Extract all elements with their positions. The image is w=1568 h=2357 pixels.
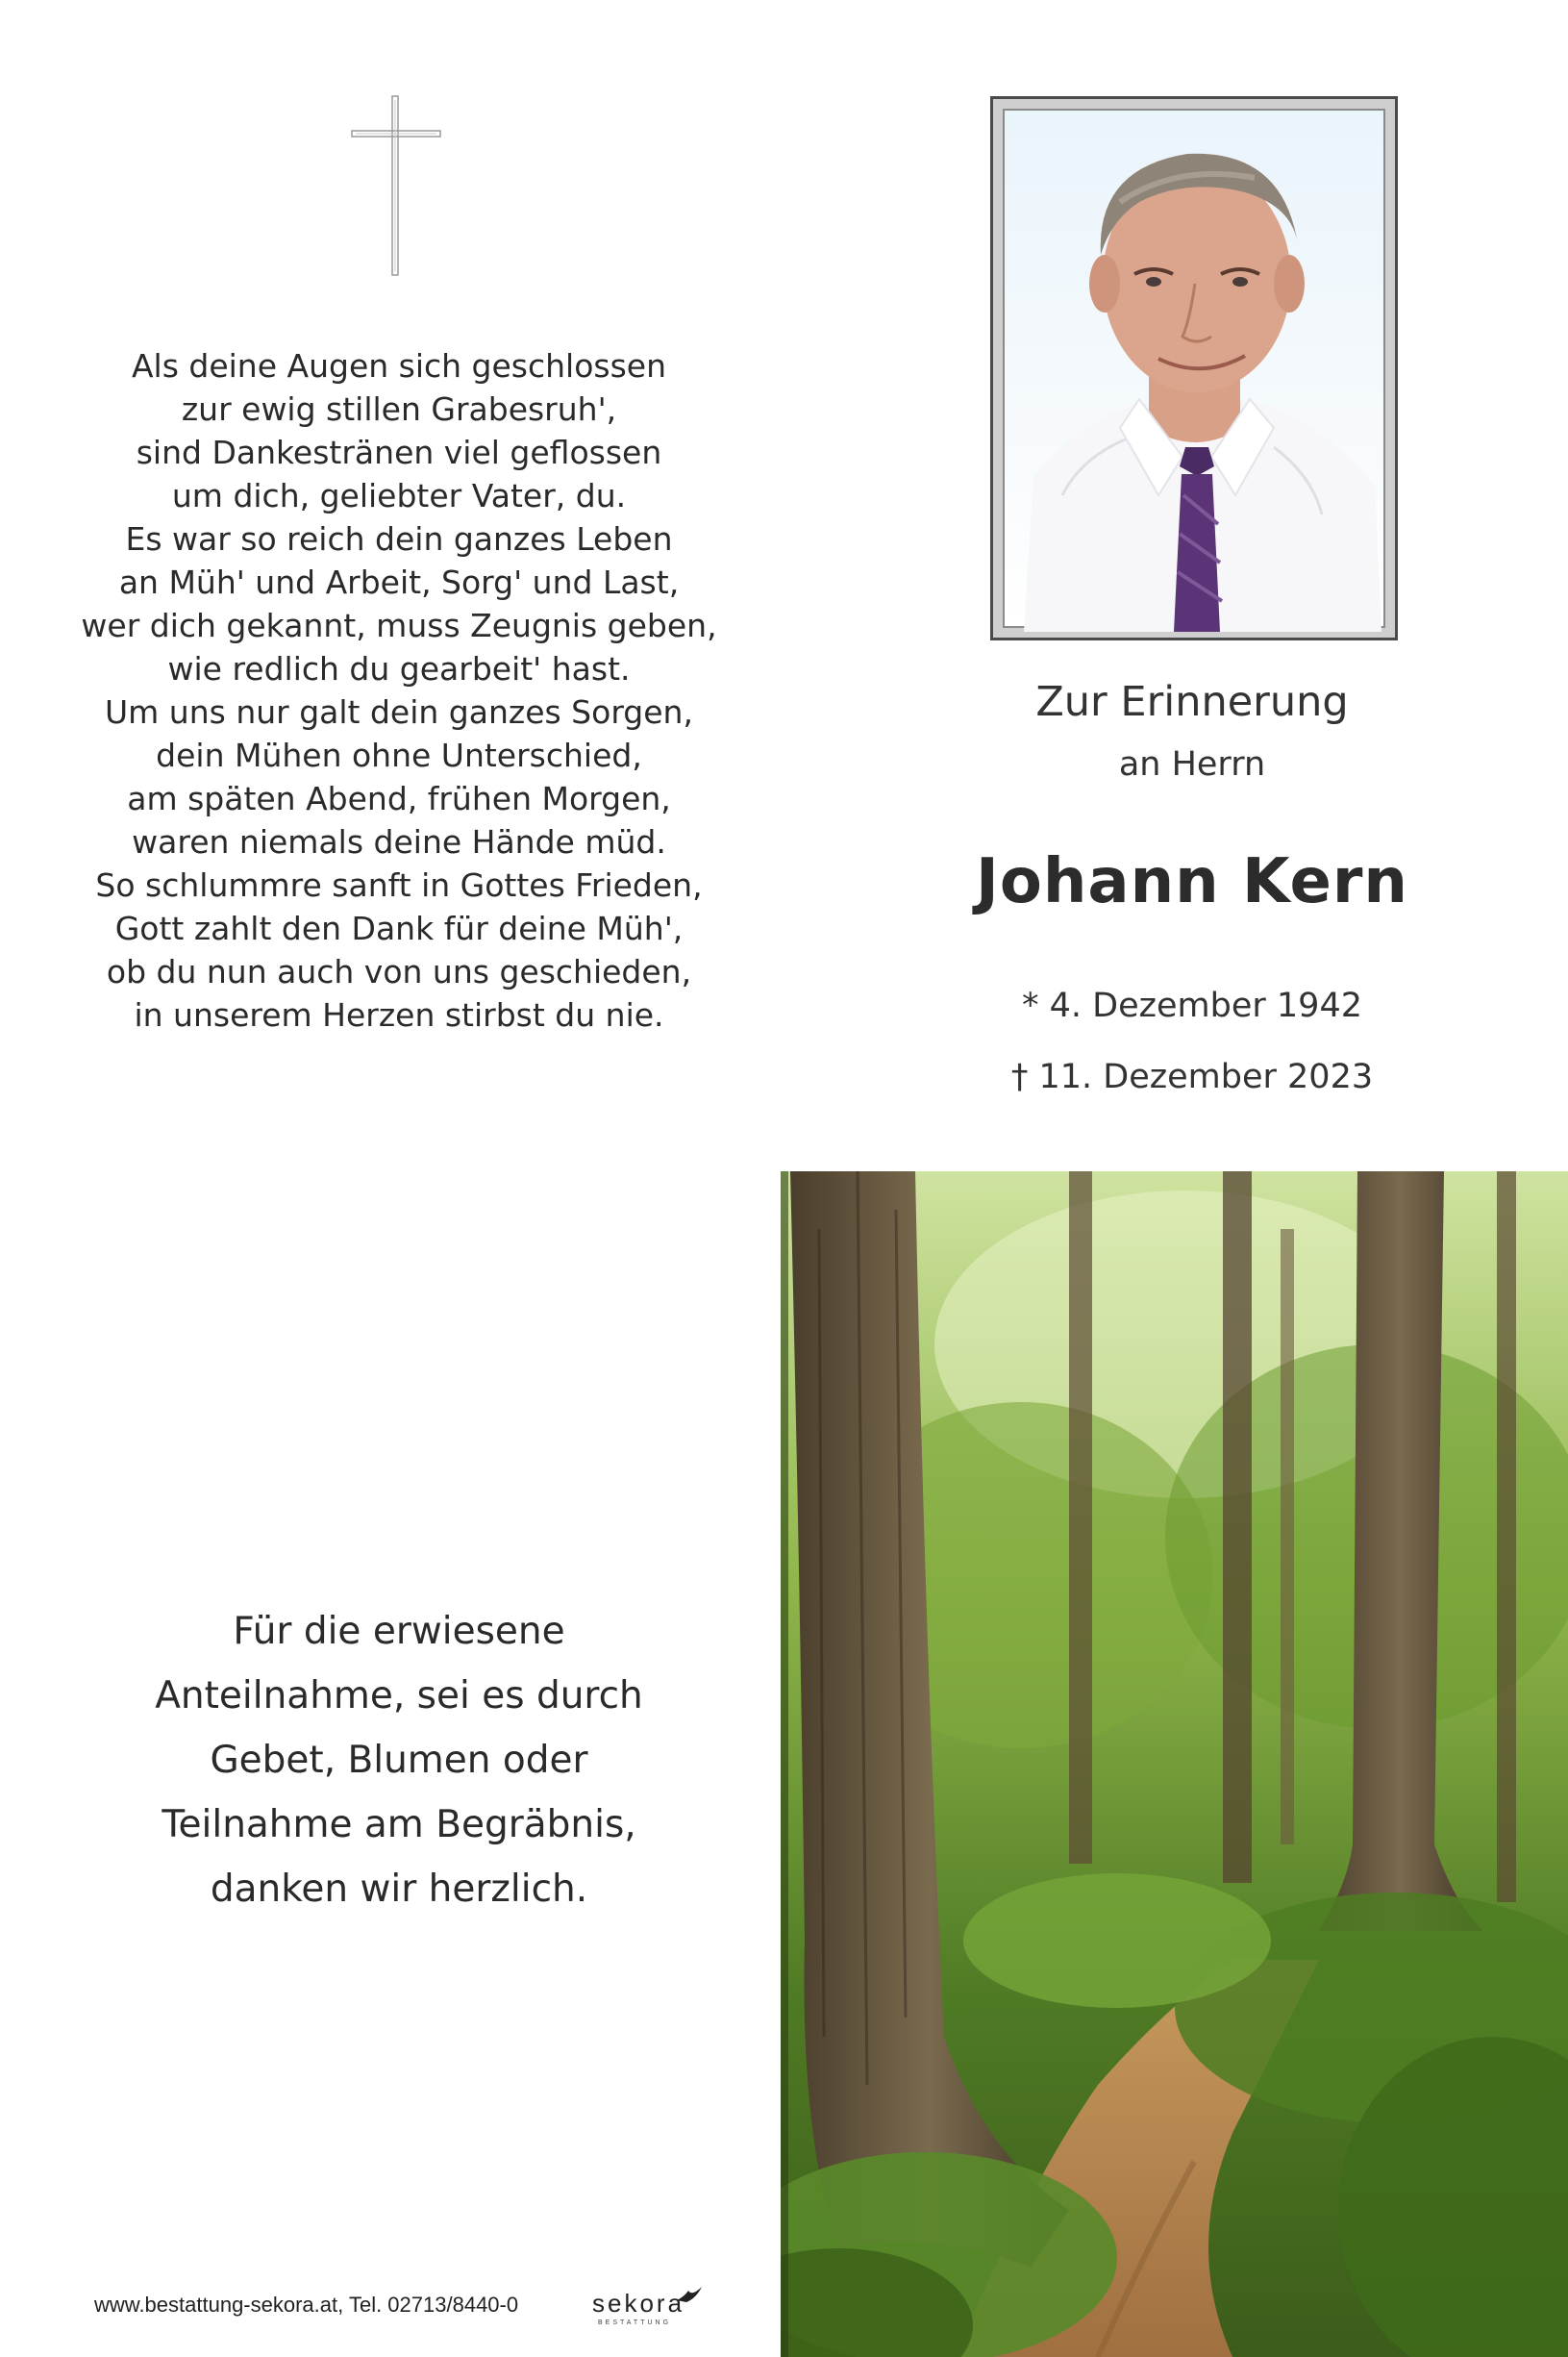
thanks-line: Teilnahme am Begräbnis, [162, 1803, 636, 1846]
poem-line: am späten Abend, frühen Morgen, [127, 780, 671, 817]
memorial-title: Zur Erinnerung [1035, 678, 1349, 726]
footer [94, 2289, 709, 2337]
logo-subtitle: BESTATTUNG [598, 2319, 672, 2326]
memorial-subtitle: an Herrn [1118, 745, 1266, 784]
bird-icon [675, 2285, 704, 2306]
cross-icon [348, 94, 444, 277]
memorial-poem [58, 344, 740, 1037]
funeral-home-logo [592, 2289, 708, 2331]
portrait-frame [990, 96, 1398, 640]
thanks-message [115, 1599, 683, 1921]
poem-line: waren niemals deine Hände müd. [132, 823, 666, 861]
poem-line: Gott zahlt den Dank für deine Müh', [114, 910, 684, 947]
poem-line: um dich, geliebter Vater, du. [171, 477, 627, 514]
portrait-photo [1003, 109, 1385, 628]
footer-contact: www.bestattung-sekora.at, Tel. 02713/8440-0 [94, 2293, 519, 2317]
logo-word: sekora [592, 2289, 685, 2318]
birth-date: * 4. Dezember 1942 [1022, 987, 1362, 1025]
poem-line: Als deine Augen sich geschlossen [131, 347, 667, 385]
poem-line: Um uns nur galt dein ganzes Sorgen, [105, 693, 693, 731]
poem-line: an Müh' und Arbeit, Sorg' und Last, [118, 564, 680, 601]
poem-line: wie redlich du gearbeit' hast. [167, 650, 631, 688]
poem-line: So schlummre sanft in Gottes Frieden, [95, 866, 703, 904]
poem-line: sind Dankestränen viel geflossen [136, 434, 662, 471]
thanks-line: Für die erwiesene [233, 1610, 565, 1653]
poem-line: zur ewig stillen Grabesruh', [181, 390, 617, 428]
thanks-line: danken wir herzlich. [210, 1868, 588, 1911]
thanks-line: Anteilnahme, sei es durch [155, 1674, 643, 1718]
death-date: † 11. Dezember 2023 [1010, 1058, 1374, 1096]
forest-path-image [781, 1171, 1568, 2357]
poem-line: Es war so reich dein ganzes Leben [125, 520, 673, 558]
poem-line: ob du nun auch von uns geschieden, [106, 953, 692, 990]
thanks-line: Gebet, Blumen oder [210, 1739, 588, 1782]
deceased-name: Johann Kern [976, 846, 1408, 917]
poem-line: wer dich gekannt, muss Zeugnis geben, [81, 607, 717, 644]
poem-line: in unserem Herzen stirbst du nie. [134, 996, 664, 1034]
poem-line: dein Mühen ohne Unterschied, [156, 737, 642, 774]
